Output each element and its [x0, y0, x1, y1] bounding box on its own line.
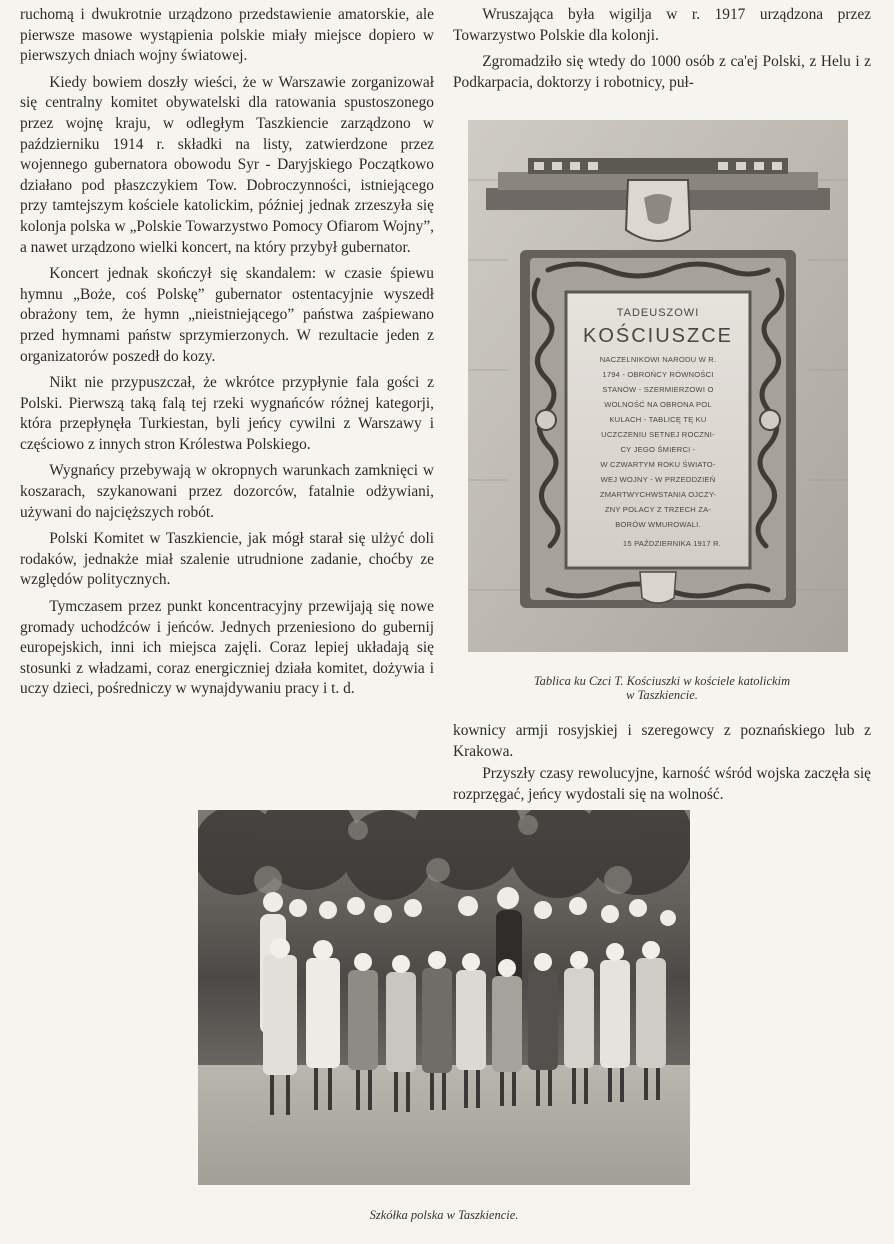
plaque-body-line: WOLNOŚĆ NA OBRONA POL	[604, 400, 712, 409]
plaque-line2: KOŚCIUSZCE	[582, 325, 734, 347]
plaque-body-line: UCZCZENIU SETNEJ ROCZNI-	[601, 430, 715, 439]
school-group-photo	[198, 810, 690, 1185]
paragraph: Koncert jednak skończył się skandalem: w czasie śpiewu hymnu „Boże, coś Polskę” gubernator ostentacyjnie wyszedł obrażony tem, że hymn „nieistniejącego” państwa zaśpiewano przed hymnami państw sprzymierzonych. W rezultacie jeden z organizatorów poszedł do kozy.	[20, 265, 434, 365]
plaque-body-line: CY JEGO ŚMIERCI -	[620, 445, 696, 454]
plaque-body-line: ZMARTWYCHWSTANIA OJCZY-	[599, 490, 717, 499]
plaque-body-line: W CZWARTYM ROKU ŚWIATO-	[600, 460, 716, 469]
right-column-top	[453, 5, 871, 93]
paragraph: Kiedy bowiem doszły wieści, że w Warszawie zorganizował się centralny komitet obywatelski dla ratowania spustoszonego przez wojnę kraju, w odległym Taszkiencie zarządzono w październiku 1914 r. składki na listy, zatwierdzone przez wojennego gubernatora obowodu Syr - Daryjskiego Początkowo działano pod płaszczykiem Tow. Dobroczynności, istniejącego przy tamtejszym kościele katolickim, później jednak zrzeszyła się kolonja polska w „Polskie Towarzystwo Pomocy Ofiarom Wojny”, a nawet urządzono wielki koncert, na który przybył gubernator.	[20, 73, 434, 256]
plaque-body-line: BORÓW WMUROWALI.	[615, 520, 701, 529]
paragraph: Tymczasem przez punkt koncentracyjny przewijają się nowe gromady uchodźców i jeńców. Jednych przeniesiono do gubernij europejskich, inni ich miejsca zajęli. Coraz lepiej układają się stosunki z władzami, coraz energiczniej działa komitet, dożywia i uczy dzieci, pośredniczy w wynajdywaniu pracy i t. d.	[20, 598, 434, 698]
plaque-body-line: ZNY POLACY Z TRZECH ZA-	[604, 505, 712, 514]
caption-line: w Taszkiencie.	[626, 688, 698, 702]
paragraph: Przyszły czasy rewolucyjne, karność wśród wojska zaczęła się rozprzęgać, jeńcy wydostali się na wolność.	[453, 765, 871, 803]
paragraph: Wygnańcy przebywają w okropnych warunkach zamknięci w koszarach, szykanowani przez dozorców, fatalnie odżywiani, używani do najcięższych robót.	[20, 462, 434, 521]
paragraph: Zgromadziło się wtedy do 1000 osób z ca'ej Polski, z Helu i z Podkarpacia, doktorzy i robotnicy, puł-	[453, 53, 871, 91]
paragraph: Polski Komitet w Taszkiencie, jak mógł starał się ulżyć doli rodaków, jednakże miał szalenie utrudnione zadanie, choćby ze względów politycznych.	[20, 530, 434, 589]
plaque-body-line: STANÓW - SZERMIERZOWI O	[602, 385, 714, 394]
plaque-date: 15 PAŹDZIERNIKA 1917 R.	[622, 539, 722, 548]
plaque-caption	[453, 674, 871, 702]
right-column-bottom	[453, 721, 871, 807]
paragraph: Wruszająca była wigilja w r. 1917 urządzona przez Towarzystwo Polskie dla kolonji.	[453, 6, 871, 44]
paragraph: Nikt nie przypuszczał, że wkrótce przypłynie fala gości z Polski. Pierwszą taką falą tej rzeki wygnańców różnej kategorji, która przepłynęła Turkiestan, byli jeńcy cywilni z Warszawy i częściowo z innych stron Królestwa Polskiego.	[20, 374, 434, 453]
plaque-body-line: WEJ WOJNY - W PRZEDDZIEŃ	[600, 475, 716, 484]
paragraph: ruchomą i dwukrotnie urządzono przedstawienie amatorskie, ale pierwsze masowe wystąpienia polskie miały miejsce dopiero w pierwszych dniach wojny światowej.	[20, 6, 434, 65]
caption-line: Tablica ku Czci T. Kościuszki w kościele katolickim	[533, 674, 791, 688]
plaque-body-line: 1794 - OBROŃCY RÓWNOŚCI	[602, 370, 714, 379]
paragraph: kownicy armji rosyjskiej i szeregowcy z poznańskiego lub z Krakowa.	[453, 722, 871, 760]
left-column	[20, 5, 434, 706]
school-caption: Szkółka polska w Taszkiencie.	[369, 1208, 519, 1222]
plaque-line1: TADEUSZOWI	[616, 307, 700, 319]
kosciuszko-plaque-photo	[468, 120, 848, 652]
plaque-body-line: NACZELNIKOWI NARODU W R.	[599, 355, 717, 364]
plaque-body-line: KULACH - TABLICĘ TĘ KU	[609, 415, 707, 424]
